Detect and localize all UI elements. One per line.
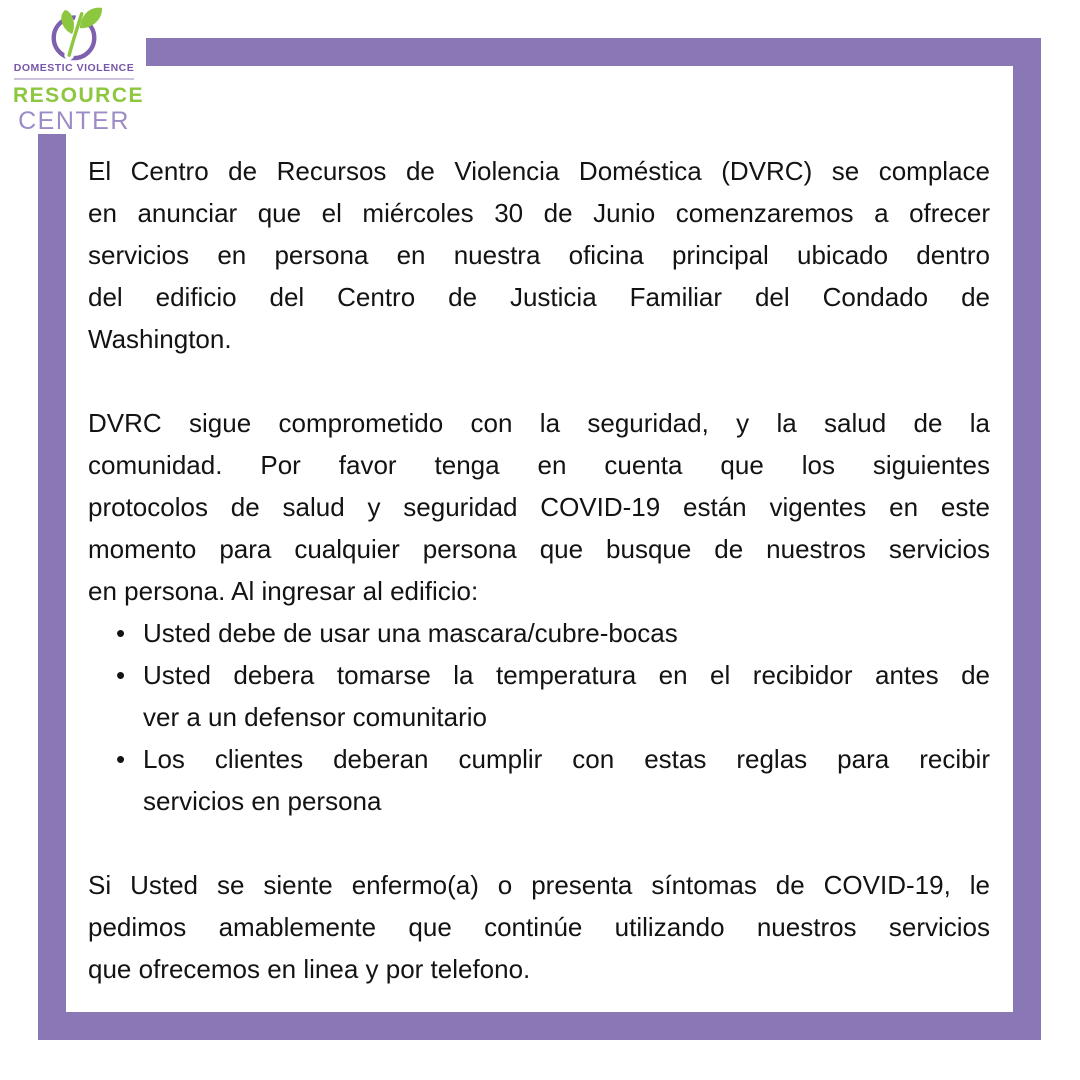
text-line: Usted debe de usar una mascara/cubre-bocas: [143, 618, 678, 648]
protocol-bullet-list: [88, 612, 990, 822]
dvrc-logo: [0, 0, 146, 134]
text-line: del edificio del Centro de Justicia Familiar del Condado de: [88, 282, 990, 312]
logo-divider: [14, 78, 134, 80]
text-line: ver a un defensor comunitario: [143, 702, 487, 732]
text-line: El Centro de Recursos de Violencia Doméstica (DVRC) se complace: [88, 156, 990, 186]
text-line: en persona. Al ingresar al edificio:: [88, 576, 479, 606]
text-line: comunidad. Por favor tenga en cuenta que los siguientes: [88, 450, 990, 480]
bullet-marker-icon: •: [116, 618, 126, 648]
paragraph-reopening: [88, 150, 990, 360]
text-line: protocolos de salud y seguridad COVID-19 están vigentes en este: [88, 492, 990, 522]
bullet-item: [88, 738, 990, 822]
text-line: Los clientes deberan cumplir con estas reglas para recibir: [143, 744, 990, 774]
logo-center-text: CENTER: [18, 107, 130, 135]
sprout-in-circle-icon: [42, 5, 106, 61]
text-line: en anunciar que el miércoles 30 de Junio comenzaremos a ofrecer: [88, 198, 990, 228]
text-line: momento para cualquier persona que busque de nuestros servicios: [88, 534, 990, 564]
bullet-marker-icon: •: [116, 744, 126, 774]
text-line: servicios en persona: [143, 786, 382, 816]
logo-domestic-violence-text: DOMESTIC VIOLENCE: [13, 62, 135, 74]
text-line: servicios en persona en nuestra oficina principal ubicado dentro: [88, 240, 990, 270]
paragraph-protocols: [88, 402, 990, 612]
logo-resource-text: RESOURCE: [13, 84, 145, 107]
bullet-marker-icon: •: [116, 660, 126, 690]
paragraph-if-sick: [88, 864, 990, 990]
text-line: DVRC sigue comprometido con la seguridad, y la salud de la: [88, 408, 990, 438]
text-line: Washington.: [88, 324, 232, 354]
text-line: Si Usted se siente enfermo(a) o presenta síntomas de COVID-19, le: [88, 870, 990, 900]
text-line: que ofrecemos en linea y por telefono.: [88, 954, 531, 984]
announcement-text: [88, 150, 990, 990]
text-line: pedimos amablemente que continúe utilizando nuestros servicios: [88, 912, 990, 942]
text-line: Usted debera tomarse la temperatura en el recibidor antes de: [143, 660, 990, 690]
dvrc-logo-inner: [13, 0, 145, 136]
bullet-item: [88, 612, 990, 654]
bullet-item: [88, 654, 990, 738]
